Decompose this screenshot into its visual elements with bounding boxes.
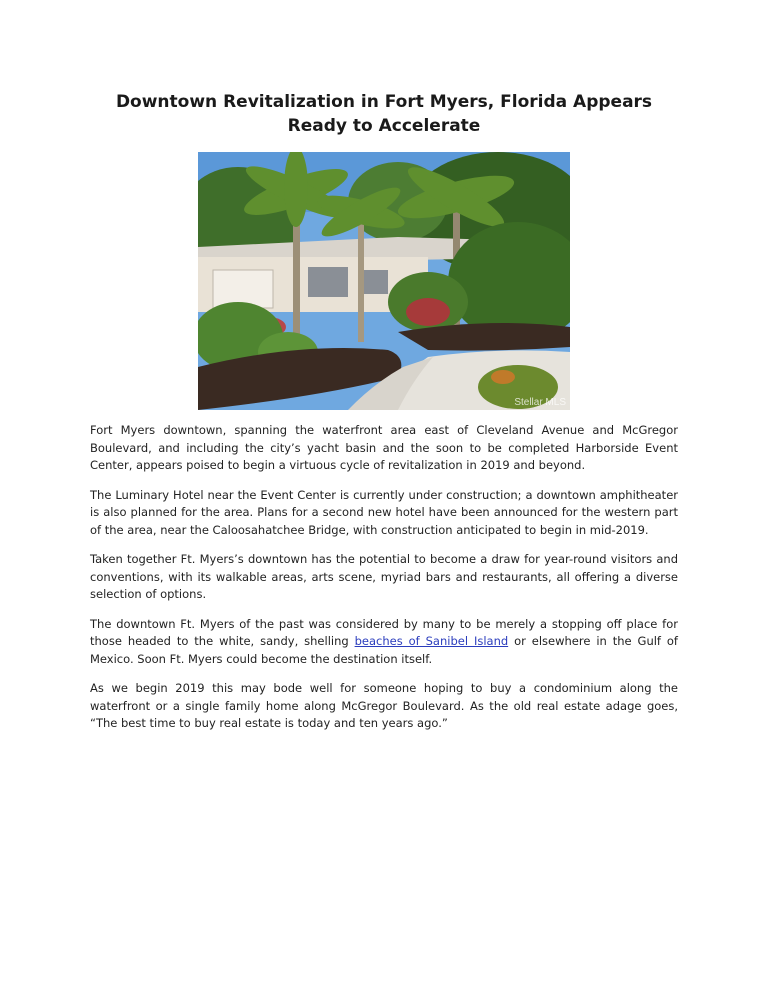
photo-watermark: Stellar MLS — [514, 397, 566, 408]
article-body — [90, 422, 678, 745]
paragraph: Taken together Ft. Myers’s downtown has the potential to become a draw for year-round visitors and conventions, with its walkable areas, arts scene, myriad bars and restaurants, all offering a diverse selection of options. — [90, 552, 678, 601]
page-title — [90, 90, 678, 138]
paragraph: The Luminary Hotel near the Event Center is currently under construction; a downtown amphitheater is also planned for the area. Plans for a second new hotel have been announced for the western part of the area, near the Caloosahatchee Bridge, with construction anticipated to begin in mid-2019. — [90, 487, 678, 537]
house-with-palm-trees-icon — [198, 152, 570, 410]
paragraph: Fort Myers downtown, spanning the waterfront area east of Cleveland Avenue and McGregor Boulevard, and including the city’s yacht basin and the soon to be completed Harborside Event Center, appears poised to begin a virtuous cycle of revitalization in 2019 and beyond. — [90, 423, 678, 472]
paragraph — [90, 616, 678, 669]
paragraph-text-after-link: or elsewhere in the Gulf of Mexico. Soon Ft. Myers could become the destination itself. — [90, 634, 678, 666]
title-line-1: Downtown Revitalization in Fort Myers, Florida Appears — [115, 92, 653, 112]
sanibel-island-link[interactable]: beaches of Sanibel Island — [354, 634, 509, 648]
title-line-2: Ready to Accelerate — [287, 116, 481, 136]
paragraph: As we begin 2019 this may bode well for someone hoping to buy a condominium along the waterfront or a single family home along McGregor Boulevard. As the old real estate adage goes, “The best time to buy real estate is today and ten years ago.” — [90, 681, 678, 730]
house-photo — [198, 152, 570, 410]
paragraph-text-before-link: The downtown Ft. Myers of the past was considered by many to be merely a stopping off place for those headed to the white, sandy, shelling — [90, 616, 678, 648]
